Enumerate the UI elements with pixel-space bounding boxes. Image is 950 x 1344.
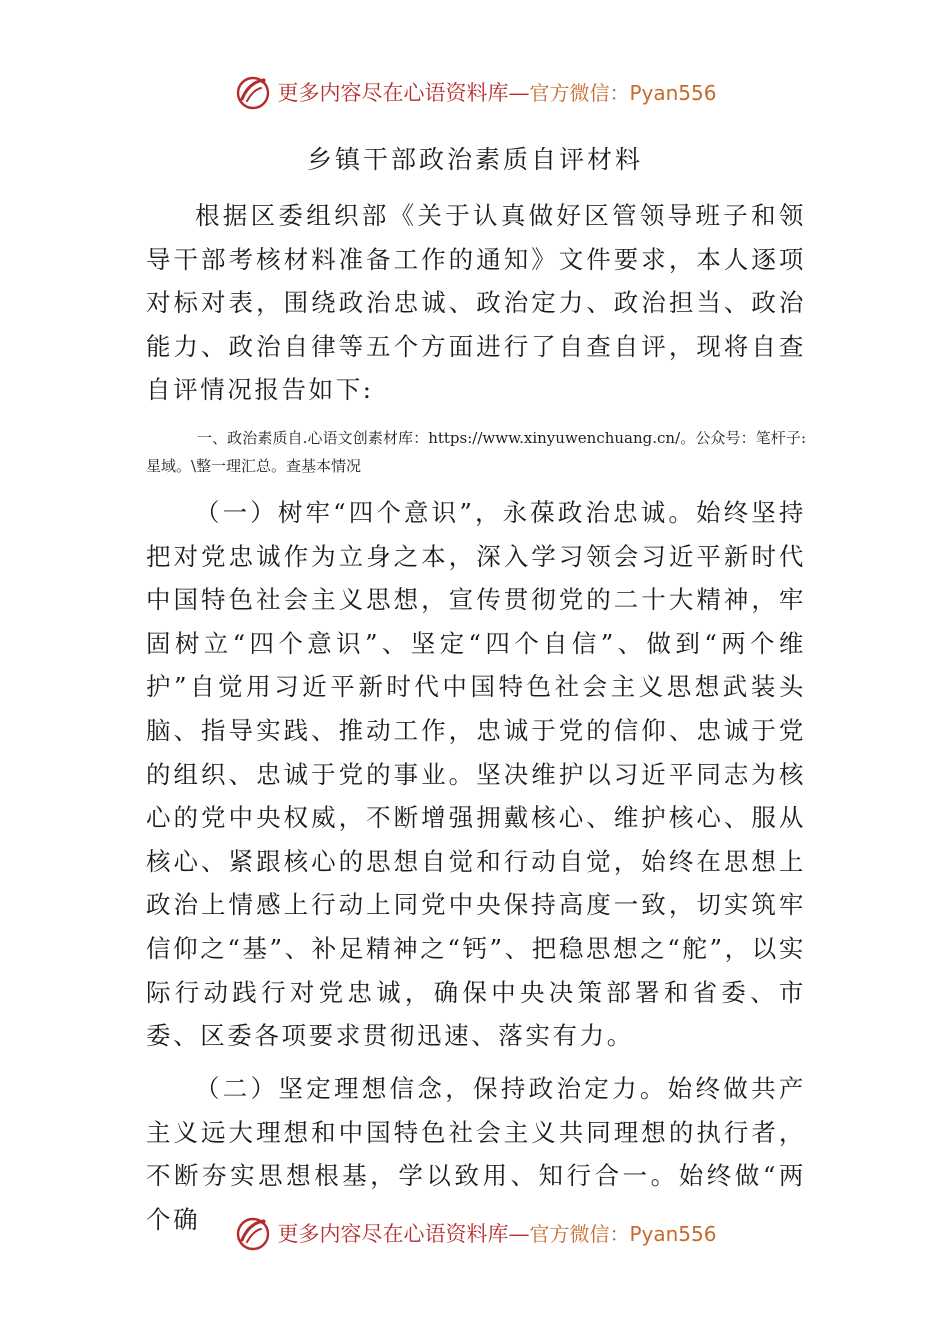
document-title: 乡镇干部政治素质自评材料 xyxy=(306,145,643,174)
header-banner-text xyxy=(277,77,716,107)
section-2-paragraph: （二）坚定理想信念，保持政治定力。始终做共产主义远大理想和中国特色社会主义共同理想的执行者，不断夯实思想根基，学以致用、知行合一。始终做“两个确 xyxy=(146,1074,806,1234)
section-heading-note: 一、政治素质自.心语文创素材库：https://www.xinyuwenchuang.cn/。公众号：笔杆子:星域。\整一理汇总。查基本情况 xyxy=(146,429,806,475)
footer-banner-wechat: 官方微信：Pyan556 xyxy=(529,1222,717,1246)
header-banner-main: 更多内容尽在心语资料库— xyxy=(277,81,530,105)
footer-banner-main: 更多内容尽在心语资料库— xyxy=(277,1222,530,1246)
section-1-paragraph: （一）树牢“四个意识”，永葆政治忠诚。始终坚持把对党忠诚作为立身之本，深入学习领会习近平新时代中国特色社会主义思想，宣传贯彻党的二十大精神，牢固树立“四个意识”、坚定“四个自信”、做到“两个维护”自觉用习近平新时代中国特色社会主义思想武装头脑、指导实践、推动工作，忠诚于党的信仰、忠诚于党的组织、忠诚于党的事业。坚决维护以习近平同志为核心的党中央权威，不断增强拥戴核心、维护核心、服从核心、紧跟核心的思想自觉和行动自觉，始终在思想上政治上情感上行动上同党中央保持高度一致，切实筑牢信仰之“基”、补足精神之“钙”、把稳思想之“舵”，以实际行动践行对党忠诚，确保中央决策部署和省委、市委、区委各项要求贯彻迅速、落实有力。 xyxy=(146,498,806,1051)
brand-logo-icon xyxy=(233,72,273,112)
footer-banner-text xyxy=(277,1218,716,1248)
intro-paragraph: 根据区委组织部《关于认真做好区管领导班子和领导干部考核材料准备工作的通知》文件要求，本人逐项对标对表，围绕政治忠诚、政治定力、政治担当、政治能力、政治自律等五个方面进行了自查自评，现将自查自评情况报告如下: xyxy=(146,201,806,405)
header-banner xyxy=(0,66,950,118)
footer-banner xyxy=(0,1207,950,1259)
header-banner-wechat: 官方微信：Pyan556 xyxy=(529,81,717,105)
brand-logo-icon xyxy=(233,1213,273,1253)
